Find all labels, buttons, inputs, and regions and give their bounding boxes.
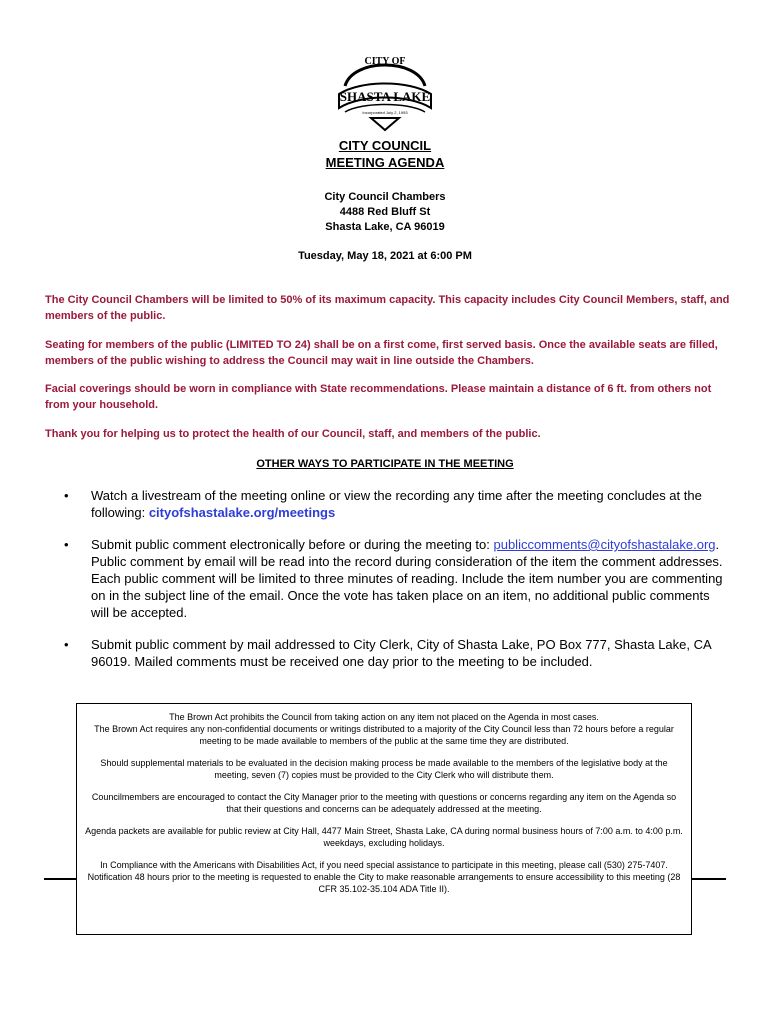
bullet-2-text-before: Submit public comment electronically before or during the meeting to: (91, 537, 494, 552)
bullet-3-text: Submit public comment by mail addressed to City Clerk, City of Shasta Lake, PO Box 777, Shasta Lake, CA 96019. Mailed comments must be received one day prior to the meeting to be included. (91, 637, 711, 669)
box-supplemental-materials: Should supplemental materials to be evaluated in the decision making process be made available to the members of the legislative body at the meeting, seven (7) copies must be provided to the City Clerk who will distribute them. (100, 758, 668, 780)
logo-main-text: SHASTA LAKE (339, 89, 431, 104)
address-line-2: 4488 Red Bluff St (339, 206, 431, 218)
notice-capacity: The City Council Chambers will be limited to 50% of its maximum capacity. This capacity includes City Council Members, staff, and members of the public. (45, 294, 730, 322)
logo-top-text: CITY OF (364, 56, 406, 67)
bullet-icon: • (64, 537, 69, 552)
title-line-2: MEETING AGENDA (325, 155, 445, 170)
brown-act-notice-box (76, 703, 692, 935)
bullet-2-text-after: . Public comment by email will be read into the record during consideration of the item the comment addresses. Each public comment will be limited to three minutes of reading. Include the item number you are commenting on in the subject line of the email. Once the vote has taken place on an item, no additional public comments will be accepted. (91, 537, 723, 620)
notice-face-coverings: Facial coverings should be worn in compliance with State recommendations. Please maintain a distance of 6 ft. from others not from your household. (45, 383, 712, 411)
bullet-icon: • (64, 488, 69, 503)
box-brown-act-1: The Brown Act prohibits the Council from taking action on any item not placed on the Agenda in most cases. (169, 712, 599, 722)
notice-seating: Seating for members of the public (LIMITED TO 24) shall be on a first come, first served basis. Once the available seats are filled, members of the public wishing to address the Council may wait in line outside the Chambers. (45, 339, 718, 367)
title-line-1: CITY COUNCIL (338, 138, 432, 153)
notice-thank-you: Thank you for helping us to protect the health of our Council, staff, and members of the public. (45, 428, 541, 440)
box-ada-compliance: In Compliance with the Americans with Disabilities Act, if you need special assistance to participate in this meeting, please call (530) 275-7407. Notification 48 hours prior to the meeting is requested to enable the City to make reasonable arrangements to ensure accessibility to this meeting (28 CFR 35.102-35.104 ADA Title II). (87, 860, 681, 894)
meetings-link[interactable]: cityofshastalake.org/meetings (148, 505, 336, 520)
meeting-datetime: Tuesday, May 18, 2021 at 6:00 PM (298, 250, 472, 262)
city-logo (331, 50, 439, 132)
box-councilmembers: Councilmembers are encouraged to contact the City Manager prior to the meeting with questions or concerns regarding any item on the Agenda so that their questions and concerns can be adequately addressed at the meeting. (91, 792, 677, 814)
participate-heading: OTHER WAYS TO PARTICIPATE IN THE MEETING (256, 458, 514, 470)
address-line-3: Shasta Lake, CA 96019 (325, 221, 445, 233)
divider-right (686, 878, 726, 880)
public-comments-email-link[interactable]: publiccomments@cityofshastalake.org (493, 537, 716, 552)
box-brown-act-2: The Brown Act requires any non-confidential documents or writings distributed to a majority of the City Council less than 72 hours before a regular meeting to be made available to members of the public at the same time they are distributed. (94, 724, 674, 746)
address-line-1: City Council Chambers (324, 191, 446, 203)
bullet-icon: • (64, 637, 69, 652)
bullet-1-text: Watch a livestream of the meeting online or view the recording any time after the meeting concludes at the following: (91, 488, 702, 520)
logo-bottom-text: Incorporated July 2, 1993 (362, 110, 408, 115)
box-agenda-packets: Agenda packets are available for public review at City Hall, 4477 Main Street, Shasta Lake, CA during normal business hours of 7:00 a.m. to 4:00 p.m. weekdays, excluding holidays. (85, 826, 683, 848)
